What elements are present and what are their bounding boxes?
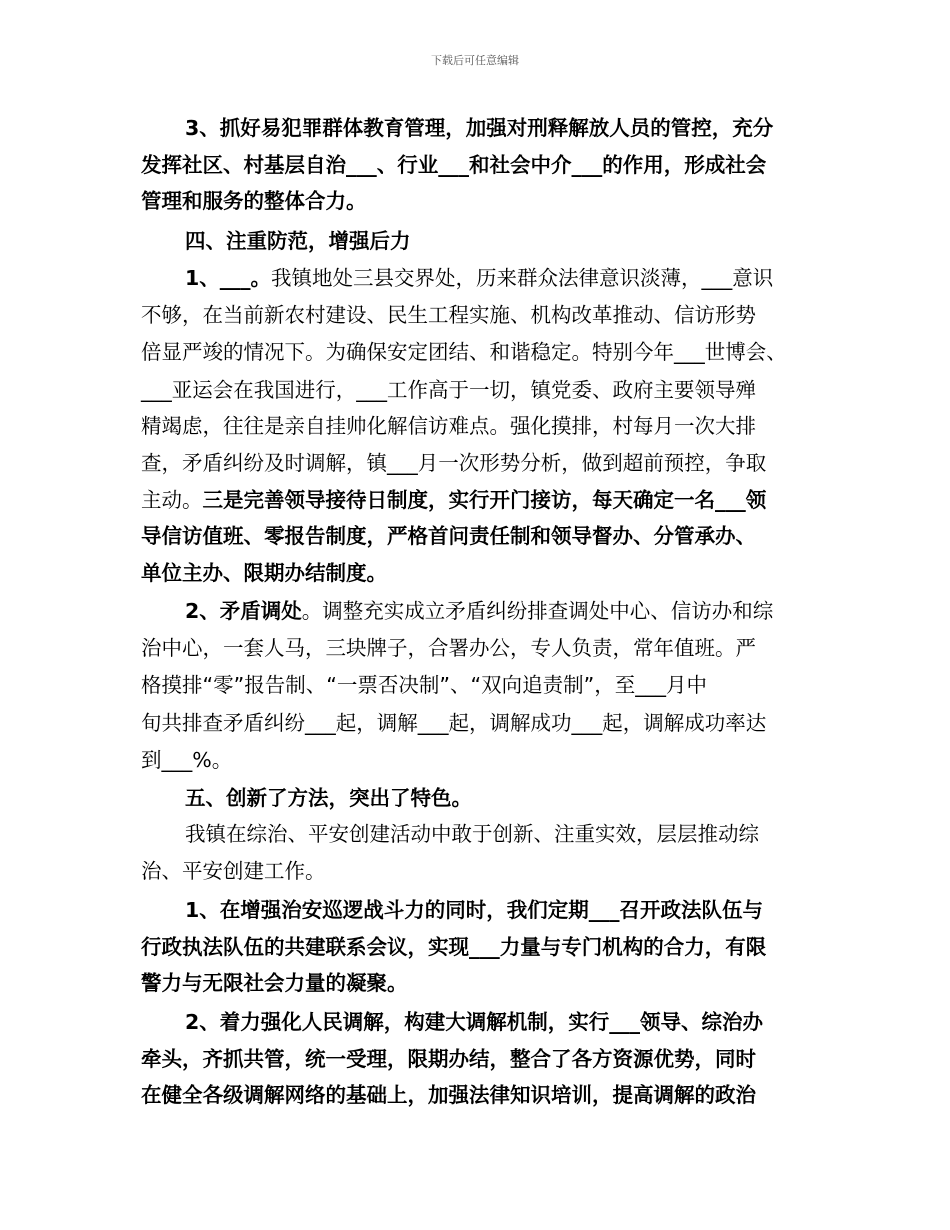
text-run: 单位主办、限期办结制度。 <box>141 561 387 585</box>
text-run: 四、注重防范，增强后力 <box>185 229 411 253</box>
text-line <box>141 748 232 772</box>
text-run: 不够，在当前新农村建设、民生工程实施、机构改革推动、信访形势 <box>141 303 756 327</box>
text-run: 治中心，一套人马，三块牌子，合署办公，专人负责，常年值班。严 <box>141 636 756 660</box>
text-line <box>185 898 763 922</box>
text-line <box>141 711 766 735</box>
text-run: 牵头，齐抓共管，统一受理，限期办结，整合了各方资源优势，同时 <box>141 1047 756 1071</box>
text-run: 发挥社区、村基层自治___、行业___和社会中介___的作用，形成社会 <box>141 153 767 177</box>
text-run: 1、___。 <box>185 266 272 290</box>
text-run: 主动。 <box>141 488 203 512</box>
text-run: 旬共排查矛盾纠纷___起，调解___起，调解成功___起，调解成功率达 <box>141 711 767 735</box>
text-line <box>185 1010 763 1034</box>
text-line <box>141 303 756 327</box>
text-run: 格摸排“零”报告制、“一票否决制”、“双向追责制”，至___月中 <box>141 673 707 697</box>
text-line <box>141 673 707 697</box>
text-line <box>141 971 408 995</box>
text-line <box>141 524 756 548</box>
text-line <box>141 340 787 364</box>
text-run: 治、平安创建工作。 <box>141 859 326 883</box>
text-line <box>141 935 766 959</box>
text-run: 行政执法队伍的共建联系会议，实现___力量与专门机构的合力，有限 <box>141 935 767 959</box>
text-line <box>141 189 367 213</box>
text-line <box>141 636 756 660</box>
text-line <box>185 229 411 253</box>
text-run: 在健全各级调解网络的基础上，加强法律知识培训，提高调解的政治 <box>141 1083 756 1107</box>
text-line <box>185 822 759 846</box>
text-line <box>185 266 773 290</box>
text-run: 。调整充实成立矛盾纠纷排查调处中心、信访办和综 <box>301 599 774 623</box>
text-run: 导信访值班、零报告制度，严格首问责任制和领导督办、分管承办、 <box>141 524 756 548</box>
text-run: ___亚运会在我国进行，___工作高于一切，镇党委、政府主要领导殚 <box>141 378 756 402</box>
text-line <box>141 451 766 475</box>
text-line <box>141 378 756 402</box>
text-line <box>185 599 773 623</box>
text-line <box>141 1083 756 1107</box>
page-header: 下载后可任意编辑 <box>431 54 519 67</box>
text-run: 2、着力强化人民调解，构建大调解机制，实行___领导、综治办 <box>185 1010 764 1034</box>
text-run: 三是完善领导接待日制度，实行开门接访，每天确定一名___领 <box>202 488 767 512</box>
text-run: 警力与无限社会力量的凝聚。 <box>141 971 408 995</box>
text-run: 2、矛盾调处 <box>185 599 302 623</box>
text-run: 我镇在综治、平安创建活动中敢于创新、注重实效，层层推动综 <box>185 822 759 846</box>
text-line <box>185 786 472 810</box>
text-run: 查，矛盾纠纷及时调解，镇___月一次形势分析，做到超前预控，争取 <box>141 451 767 475</box>
text-line <box>185 116 773 140</box>
text-run: 五、创新了方法，突出了特色。 <box>185 786 472 810</box>
text-run: 3、抓好易犯罪群体教育管理，加强对刑释解放人员的管控，充分 <box>185 116 774 140</box>
text-line <box>141 488 766 512</box>
text-line <box>141 1047 756 1071</box>
text-run: 管理和服务的整体合力。 <box>141 189 367 213</box>
text-run: 倍显严竣的情况下。为确保安定团结、和谐稳定。特别今年___世博会、 <box>141 340 787 364</box>
text-line <box>141 561 387 585</box>
text-run: 1、在增强治安巡逻战斗力的同时，我们定期___召开政法队伍与 <box>185 898 764 922</box>
text-line <box>141 859 326 883</box>
text-run: 到___%。 <box>141 748 233 772</box>
text-run: 精竭虑，往往是亲自挂帅化解信访难点。强化摸排，村每月一次大排 <box>141 414 756 438</box>
text-line <box>141 153 766 177</box>
text-run: 我镇地处三县交界处，历来群众法律意识淡薄，___意识 <box>271 266 774 290</box>
text-line <box>141 414 756 438</box>
